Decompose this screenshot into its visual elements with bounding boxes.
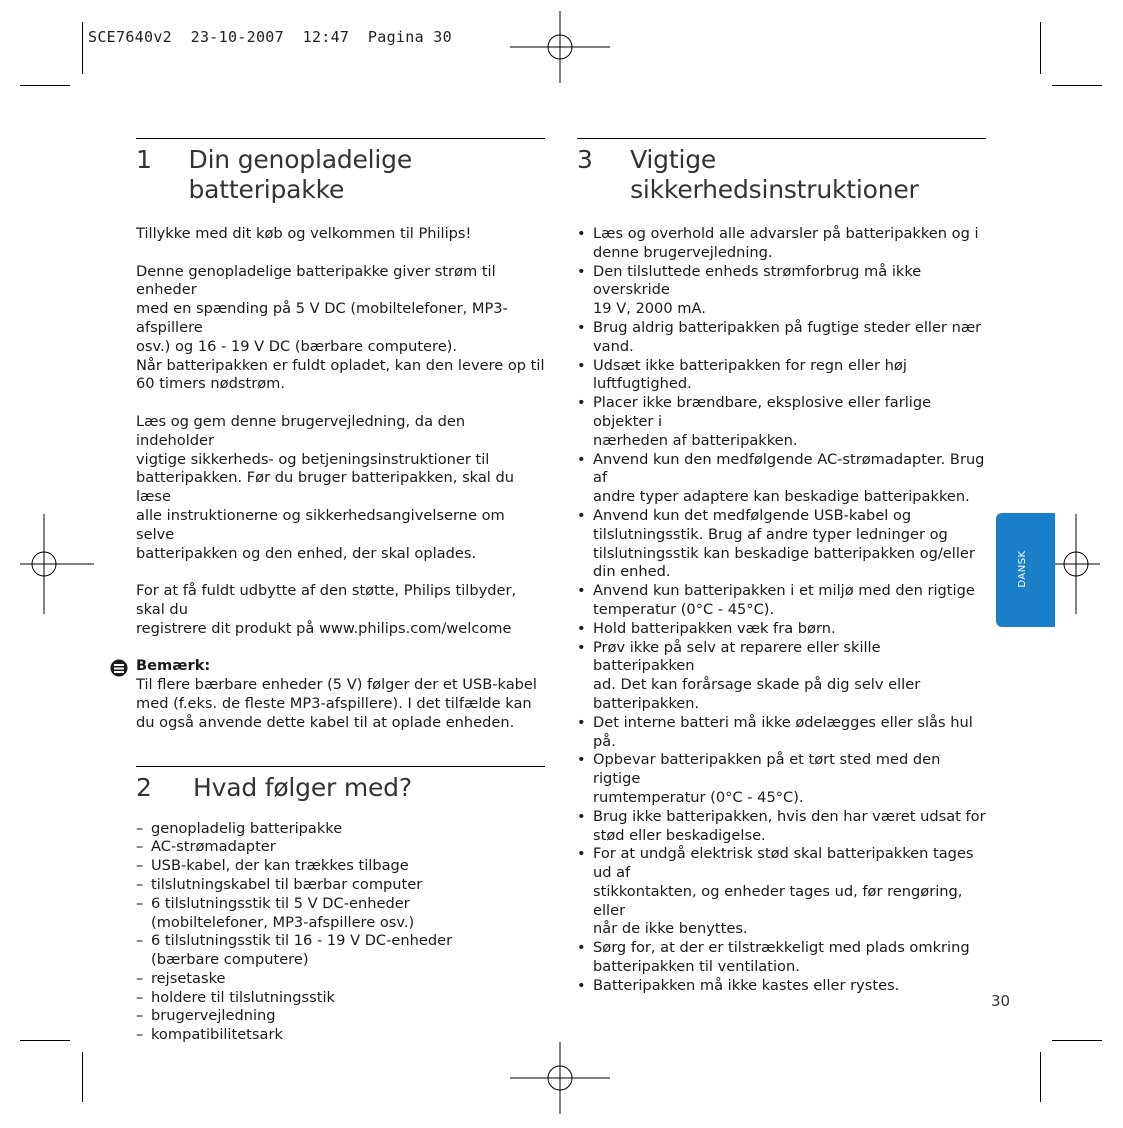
- line: Læs og overhold alle advarsler på batteripakken og i: [593, 225, 979, 242]
- line: kompatibilitetsark: [151, 1026, 283, 1044]
- list-item: [136, 857, 545, 876]
- list-item: [136, 820, 545, 839]
- section-3-body: [577, 225, 986, 996]
- line: din enhed.: [593, 563, 671, 581]
- list-item: [577, 507, 986, 582]
- line: genopladelig batteripakke: [151, 819, 343, 837]
- line: andre typer adaptere kan beskadige batteripakken.: [593, 488, 970, 506]
- line: med en spænding på 5 V DC (mobiltelefoner, MP3-afspillere: [136, 300, 508, 336]
- section-title: Vigtige sikkerhedsinstruktioner: [630, 145, 919, 204]
- line: temperatur (0°C - 45°C).: [593, 600, 775, 618]
- line: Det interne batteri må ikke ødelægges eller slås hul på.: [593, 713, 973, 750]
- section-1-heading: [136, 145, 545, 205]
- note-text: [136, 676, 545, 732]
- line: batteripakken til ventilation.: [593, 958, 800, 976]
- list-item: [136, 1007, 545, 1026]
- section-rule: [577, 138, 986, 139]
- line: Anvend kun den medfølgende AC-strømadapter. Brug af: [593, 450, 985, 487]
- list-item: [136, 932, 545, 970]
- list-item: [577, 639, 986, 714]
- right-column: [577, 138, 986, 996]
- line: rejsetaske: [151, 969, 226, 987]
- language-tab: [996, 513, 1055, 627]
- line: registrere dit produkt på www.philips.com/welcome: [136, 619, 512, 637]
- section-title: Hvad følger med?: [193, 772, 412, 802]
- safety-list: [577, 225, 986, 996]
- line: Batteripakken må ikke kastes eller rystes.: [593, 976, 900, 994]
- line: For at få fuldt udbytte af den støtte, Philips tilbyder, skal du: [136, 582, 517, 618]
- language-tab-label: DANSK: [1017, 550, 1029, 588]
- list-item: [577, 808, 986, 846]
- line: tilslutningsstik kan beskadige batteripakken og/eller: [593, 544, 975, 562]
- section-rule: [136, 138, 545, 139]
- line: Til flere bærbare enheder (5 V) følger der et USB-kabel: [136, 676, 537, 694]
- list-item: [577, 394, 986, 450]
- print-slug: SCE7640v2 23-10-2007 12:47 Pagina 30: [88, 28, 452, 46]
- list-item: [577, 714, 986, 752]
- line: Sørg for, at der er tilstrækkeligt med plads omkring: [593, 939, 970, 957]
- paragraph: [136, 263, 545, 395]
- line: 60 timers nødstrøm.: [136, 375, 285, 393]
- line: med (f.eks. de fleste MP3-afspillere). I det tilfælde kan: [136, 694, 532, 712]
- line: Den tilsluttede enheds strømforbrug må ikke overskride: [593, 262, 922, 299]
- section-number: 3: [577, 145, 593, 174]
- line: Når batteripakken er fuldt opladet, kan den levere op til: [136, 356, 545, 374]
- section-2-heading: [136, 773, 545, 803]
- line: du også anvende dette kabel til at oplade enheden.: [136, 713, 515, 731]
- list-item: [577, 357, 986, 395]
- line: For at undgå elektrisk stød skal batteripakken tages ud af: [593, 845, 974, 882]
- line: rumtemperatur (0°C - 45°C).: [593, 788, 804, 806]
- line: denne brugervejledning.: [593, 243, 773, 261]
- crop-mark: [1052, 1040, 1102, 1041]
- line: Hold batteripakken væk fra børn.: [593, 619, 836, 637]
- list-item: [136, 1026, 545, 1045]
- list-item: [577, 582, 986, 620]
- line: vigtige sikkerheds- og betjeningsinstruktioner til: [136, 450, 490, 468]
- line: Opbevar batteripakken på et tørt sted med den rigtige: [593, 751, 941, 788]
- line: holdere til tilslutningsstik: [151, 988, 335, 1006]
- section-3-heading: [577, 145, 986, 205]
- section-number: 1: [136, 145, 152, 174]
- line: batteripakken. Før du bruger batteripakken, skal du læse: [136, 469, 515, 506]
- line: når de ikke benyttes.: [593, 920, 748, 938]
- contents-list: [136, 820, 545, 1046]
- line: Brug aldrig batteripakken på fugtige steder eller nær: [593, 318, 982, 336]
- list-item: [577, 977, 986, 996]
- paragraph: [136, 582, 545, 638]
- paragraph: [136, 413, 545, 563]
- list-item: [577, 263, 986, 319]
- crop-mark: [1052, 85, 1102, 86]
- crop-mark: [82, 22, 83, 74]
- line: brugervejledning: [151, 1007, 276, 1025]
- crop-mark: [20, 1040, 70, 1041]
- registration-mark-top: [510, 0, 610, 97]
- line: ad. Det kan forårsage skade på dig selv eller: [593, 676, 921, 694]
- line: batteripakken og den enhed, der skal oplades.: [136, 544, 477, 562]
- section-number: 2: [136, 772, 152, 802]
- line: Prøv ikke på selv at reparere eller skille batteripakken: [593, 638, 881, 675]
- crop-mark: [20, 85, 70, 86]
- line: Læs og gem denne brugervejledning, da den indeholder: [136, 412, 466, 449]
- line: osv.) og 16 - 19 V DC (bærbare computere).: [136, 337, 458, 355]
- registration-mark-left: [0, 514, 94, 614]
- section-rule: [136, 766, 545, 767]
- list-item: [136, 876, 545, 895]
- list-item: [577, 319, 986, 357]
- crop-mark: [1040, 22, 1041, 74]
- section-title: Din genopladelige batteripakke: [188, 145, 413, 204]
- line: AC-strømadapter: [151, 838, 276, 856]
- note-title: Bemærk:: [136, 657, 211, 675]
- left-column: [136, 138, 545, 1045]
- line: Anvend kun batteripakken i et miljø med den rigtige: [593, 582, 975, 600]
- line: Brug ikke batteripakken, hvis den har været udsat for: [593, 807, 986, 825]
- line: Anvend kun det medfølgende USB-kabel og: [593, 506, 912, 524]
- crop-mark: [82, 1052, 83, 1102]
- line: 6 tilslutningsstik til 16 - 19 V DC-enheder: [151, 932, 453, 950]
- list-item: [136, 895, 545, 933]
- section-2-body: [136, 820, 545, 1046]
- page-number: 30: [991, 992, 1011, 1010]
- list-item: [577, 751, 986, 807]
- line: Placer ikke brændbare, eksplosive eller farlige objekter i: [593, 394, 932, 430]
- list-item: [577, 620, 986, 639]
- line: vand.: [593, 337, 634, 355]
- list-item: [577, 451, 986, 507]
- line: Denne genopladelige batteripakke giver strøm til enheder: [136, 262, 496, 299]
- list-item: [577, 225, 986, 263]
- line: (bærbare computere): [151, 951, 309, 969]
- paragraph: Tillykke med dit køb og velkommen til Philips!: [136, 225, 472, 242]
- list-item: [136, 989, 545, 1008]
- line: nærheden af batteripakken.: [593, 431, 798, 449]
- list-item: [577, 939, 986, 977]
- list-item: [136, 970, 545, 989]
- note-icon: [110, 659, 128, 677]
- line: Udsæt ikke batteripakken for regn eller høj luftfugtighed.: [593, 356, 907, 393]
- section-1-body: [136, 225, 545, 733]
- line: (mobiltelefoner, MP3-afspillere osv.): [151, 913, 415, 931]
- line: USB-kabel, der kan trækkes tilbage: [151, 857, 409, 875]
- line: 6 tilslutningsstik til 5 V DC-enheder: [151, 894, 410, 912]
- line: batteripakken.: [593, 694, 700, 712]
- line: stød eller beskadigelse.: [593, 826, 766, 844]
- crop-mark: [1040, 1052, 1041, 1102]
- line: tilslutningsstik. Brug af andre typer ledninger og: [593, 525, 948, 543]
- line: stikkontakten, og enheder tages ud, før rengøring, eller: [593, 882, 963, 919]
- line: tilslutningskabel til bærbar computer: [151, 875, 423, 893]
- line: 19 V, 2000 mA.: [593, 300, 706, 318]
- line: alle instruktionerne og sikkerhedsangivelserne om selve: [136, 506, 505, 543]
- list-item: [577, 845, 986, 939]
- note-box: [110, 657, 545, 732]
- list-item: [136, 838, 545, 857]
